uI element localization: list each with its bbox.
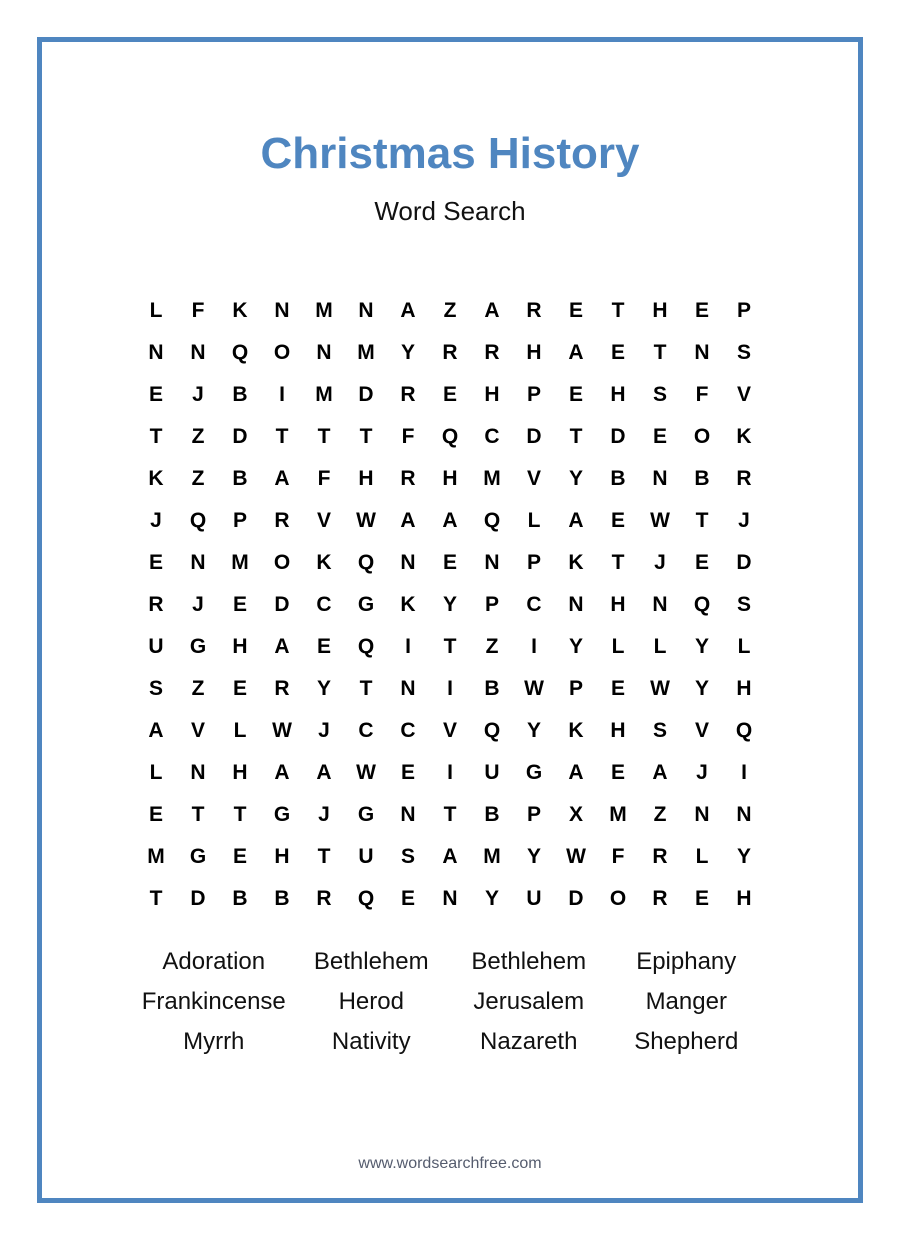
grid-cell[interactable]: O [693, 425, 711, 448]
grid-cell[interactable]: E [568, 299, 583, 322]
word-list-item: Shepherd [634, 1028, 739, 1055]
grid-cell[interactable]: L [695, 845, 709, 868]
grid-cell[interactable]: N [442, 887, 458, 910]
grid-cell[interactable]: D [736, 551, 752, 574]
grid-cell[interactable]: K [232, 299, 248, 322]
grid-cell[interactable]: K [568, 719, 584, 742]
grid-cell[interactable]: W [650, 509, 670, 532]
grid-cell[interactable]: R [316, 887, 332, 910]
grid-cell[interactable]: L [233, 719, 247, 742]
grid-cell[interactable]: S [400, 845, 415, 868]
grid-cell[interactable]: P [484, 593, 499, 616]
grid-cell[interactable]: N [736, 803, 752, 826]
grid-cell[interactable]: Q [441, 425, 459, 448]
grid-cell[interactable]: T [569, 425, 583, 448]
grid-cell[interactable]: T [275, 425, 289, 448]
grid-cell[interactable]: T [317, 845, 331, 868]
grid-cell[interactable]: F [695, 383, 709, 406]
grid-cell[interactable]: Q [357, 551, 375, 574]
grid-cell[interactable]: E [610, 509, 625, 532]
grid-cell[interactable]: R [526, 299, 542, 322]
grid-cell[interactable]: J [738, 509, 750, 532]
grid-cell[interactable]: T [359, 425, 373, 448]
grid-cell[interactable]: Q [483, 719, 501, 742]
grid-cell[interactable]: H [736, 677, 752, 700]
grid-cell[interactable]: H [610, 593, 626, 616]
grid-cell[interactable]: J [318, 719, 330, 742]
word-list-item: Manger [645, 988, 727, 1015]
grid-cell[interactable]: V [736, 383, 751, 406]
grid-cell[interactable]: E [610, 761, 625, 784]
grid-cell[interactable]: P [232, 509, 247, 532]
grid-cell[interactable]: M [483, 467, 501, 490]
footer-url[interactable]: www.wordsearchfree.com [358, 1155, 542, 1172]
grid-cell[interactable]: J [192, 383, 204, 406]
grid-cell[interactable]: T [695, 509, 709, 532]
grid-cell[interactable]: E [232, 677, 247, 700]
grid-cell[interactable]: E [400, 887, 415, 910]
grid-cell[interactable]: V [316, 509, 331, 532]
grid-cell[interactable]: P [736, 299, 751, 322]
grid-cell[interactable]: N [652, 467, 668, 490]
grid-cell[interactable]: A [274, 635, 290, 658]
grid-cell[interactable]: C [316, 593, 332, 616]
word-list-item: Herod [338, 988, 404, 1015]
grid-cell[interactable]: S [736, 593, 751, 616]
grid-cell[interactable]: C [358, 719, 374, 742]
grid-cell[interactable]: F [191, 299, 205, 322]
grid-cell[interactable]: M [609, 803, 627, 826]
grid-cell[interactable]: I [447, 761, 453, 784]
grid-cell[interactable]: E [442, 551, 457, 574]
grid-row [135, 332, 765, 374]
grid-cell[interactable]: W [524, 677, 544, 700]
grid-cell[interactable]: Z [653, 803, 667, 826]
grid-cell[interactable]: Y [736, 845, 751, 868]
grid-cell[interactable]: Q [189, 509, 207, 532]
grid-cell[interactable]: I [279, 383, 285, 406]
grid-cell[interactable]: K [316, 551, 332, 574]
grid-cell[interactable]: R [400, 383, 416, 406]
grid-cell[interactable]: N [400, 677, 416, 700]
grid-cell[interactable]: B [610, 467, 626, 490]
grid-cell[interactable]: H [610, 383, 626, 406]
grid-cell[interactable]: M [147, 845, 165, 868]
grid-row [135, 458, 765, 500]
grid-cell[interactable]: R [484, 341, 500, 364]
grid-cell[interactable]: R [736, 467, 752, 490]
grid-row [135, 668, 765, 710]
grid-cell[interactable]: Z [443, 299, 457, 322]
grid-row [135, 374, 765, 416]
grid-cell[interactable]: A [442, 509, 458, 532]
grid-cell[interactable]: N [190, 761, 206, 784]
grid-cell[interactable]: U [358, 845, 374, 868]
grid-cell[interactable]: H [274, 845, 290, 868]
grid-cell[interactable]: N [274, 299, 290, 322]
grid-cell[interactable]: L [611, 635, 625, 658]
grid-cell[interactable]: T [149, 425, 163, 448]
grid-cell[interactable]: A [400, 299, 416, 322]
grid-cell[interactable]: R [400, 467, 416, 490]
grid-cell[interactable]: Z [485, 635, 499, 658]
grid-cell[interactable]: T [653, 341, 667, 364]
grid-cell[interactable]: E [316, 635, 331, 658]
grid-cell[interactable]: Z [191, 425, 205, 448]
grid-cell[interactable]: E [148, 551, 163, 574]
word-list-item: Bethlehem [471, 948, 587, 975]
grid-cell[interactable]: J [150, 509, 162, 532]
grid-cell[interactable]: O [609, 887, 627, 910]
grid-cell[interactable]: J [192, 593, 204, 616]
word-list-item: Bethlehem [313, 948, 429, 975]
grid-cell[interactable]: Y [526, 719, 541, 742]
word-list-item: Myrrh [183, 1028, 245, 1055]
grid-cell[interactable]: F [611, 845, 625, 868]
grid-cell[interactable]: G [525, 761, 543, 784]
grid-cell[interactable]: N [190, 341, 206, 364]
grid-cell[interactable]: R [652, 845, 668, 868]
grid-cell[interactable]: C [526, 593, 542, 616]
grid-cell[interactable]: B [232, 467, 248, 490]
grid-cell[interactable]: R [274, 677, 290, 700]
grid-cell[interactable]: W [272, 719, 292, 742]
grid-cell[interactable]: N [484, 551, 500, 574]
grid-cell[interactable]: T [611, 551, 625, 574]
grid-cell[interactable]: G [189, 845, 207, 868]
grid-cell[interactable]: P [568, 677, 583, 700]
grid-cell[interactable]: H [232, 761, 248, 784]
grid-row [135, 752, 765, 794]
grid-row [135, 794, 765, 836]
letter-grid [135, 290, 765, 920]
grid-cell[interactable]: L [149, 299, 163, 322]
grid-cell[interactable]: G [189, 635, 207, 658]
grid-cell[interactable]: S [652, 719, 667, 742]
grid-cell[interactable]: H [610, 719, 626, 742]
grid-cell[interactable]: K [148, 467, 164, 490]
grid-cell[interactable]: F [401, 425, 415, 448]
grid-cell[interactable]: A [148, 719, 164, 742]
grid-cell[interactable]: N [568, 593, 584, 616]
grid-cell[interactable]: Q [231, 341, 249, 364]
grid-cell[interactable]: E [232, 845, 247, 868]
grid-cell[interactable]: G [357, 803, 375, 826]
grid-cell[interactable]: T [149, 887, 163, 910]
grid-cell[interactable]: H [442, 467, 458, 490]
grid-cell[interactable]: Q [357, 887, 375, 910]
word-list-item: Frankincense [141, 988, 286, 1015]
grid-cell[interactable]: E [694, 887, 709, 910]
grid-cell[interactable]: J [318, 803, 330, 826]
grid-cell[interactable]: V [694, 719, 709, 742]
grid-cell[interactable]: V [442, 719, 457, 742]
grid-cell[interactable]: Y [400, 341, 415, 364]
grid-row [135, 542, 765, 584]
grid-cell[interactable]: D [358, 383, 374, 406]
grid-cell[interactable]: T [233, 803, 247, 826]
grid-cell[interactable]: G [357, 593, 375, 616]
grid-cell[interactable]: W [650, 677, 670, 700]
grid-row [135, 626, 765, 668]
grid-cell[interactable]: A [568, 761, 584, 784]
grid-cell[interactable]: D [232, 425, 248, 448]
grid-cell[interactable]: Y [568, 467, 583, 490]
grid-cell[interactable]: H [652, 299, 668, 322]
grid-cell[interactable]: A [442, 845, 458, 868]
grid-cell[interactable]: E [652, 425, 667, 448]
grid-cell[interactable]: N [694, 803, 710, 826]
grid-cell[interactable]: K [568, 551, 584, 574]
grid-cell[interactable]: B [232, 383, 248, 406]
grid-cell[interactable]: H [526, 341, 542, 364]
grid-cell[interactable]: W [566, 845, 586, 868]
grid-cell[interactable]: H [736, 887, 752, 910]
grid-cell[interactable]: R [652, 887, 668, 910]
grid-cell[interactable]: Q [357, 635, 375, 658]
grid-cell[interactable]: O [273, 551, 291, 574]
grid-cell[interactable]: Q [693, 593, 711, 616]
grid-cell[interactable]: N [400, 803, 416, 826]
grid-cell[interactable]: M [231, 551, 249, 574]
grid-cell[interactable]: L [737, 635, 751, 658]
grid-cell[interactable]: N [190, 551, 206, 574]
grid-cell[interactable]: E [610, 341, 625, 364]
grid-cell[interactable]: F [317, 467, 331, 490]
grid-cell[interactable]: W [356, 509, 376, 532]
grid-row [135, 416, 765, 458]
grid-cell[interactable]: N [148, 341, 164, 364]
grid-cell[interactable]: I [741, 761, 747, 784]
grid-cell[interactable]: P [526, 383, 541, 406]
grid-cell[interactable]: Y [694, 677, 709, 700]
grid-cell[interactable]: Q [735, 719, 753, 742]
word-list [135, 942, 765, 1062]
grid-cell[interactable]: T [611, 299, 625, 322]
grid-cell[interactable]: D [274, 593, 290, 616]
grid-row [135, 710, 765, 752]
grid-cell[interactable]: A [568, 509, 584, 532]
grid-cell[interactable]: A [316, 761, 332, 784]
grid-cell[interactable]: W [356, 761, 376, 784]
grid-cell[interactable]: H [232, 635, 248, 658]
word-list-item: Nazareth [480, 1028, 578, 1055]
grid-cell[interactable]: P [526, 551, 541, 574]
grid-cell[interactable]: M [357, 341, 375, 364]
grid-row [135, 836, 765, 878]
word-list-item: Epiphany [636, 948, 737, 975]
grid-cell[interactable]: T [191, 803, 205, 826]
grid-cell[interactable]: O [273, 341, 291, 364]
grid-cell[interactable]: S [148, 677, 163, 700]
grid-cell[interactable]: E [610, 677, 625, 700]
grid-cell[interactable]: A [274, 467, 290, 490]
grid-cell[interactable]: Z [191, 467, 205, 490]
grid-cell[interactable]: Y [694, 635, 709, 658]
grid-cell[interactable]: A [568, 341, 584, 364]
grid-cell[interactable]: E [148, 803, 163, 826]
grid-cell[interactable]: A [274, 761, 290, 784]
grid-cell[interactable]: M [315, 383, 333, 406]
grid-row [135, 878, 765, 920]
grid-cell[interactable]: R [148, 593, 164, 616]
grid-cell[interactable]: Y [442, 593, 457, 616]
grid-cell[interactable]: D [568, 887, 584, 910]
grid-row [135, 584, 765, 626]
grid-cell[interactable]: J [654, 551, 666, 574]
grid-cell[interactable]: B [274, 887, 290, 910]
grid-cell[interactable]: D [610, 425, 626, 448]
word-list-item: Adoration [162, 948, 266, 975]
grid-cell[interactable]: R [442, 341, 458, 364]
grid-cell[interactable]: R [274, 509, 290, 532]
grid-cell[interactable]: T [317, 425, 331, 448]
grid-cell[interactable]: X [568, 803, 583, 826]
grid-cell[interactable]: J [696, 761, 708, 784]
grid-cell[interactable]: K [736, 425, 752, 448]
grid-cell[interactable]: P [526, 803, 541, 826]
grid-cell[interactable]: B [484, 803, 500, 826]
word-list-item: Jerusalem [473, 988, 585, 1015]
grid-cell[interactable]: U [484, 761, 500, 784]
grid-cell[interactable]: M [315, 299, 333, 322]
grid-cell[interactable]: E [232, 593, 247, 616]
grid-cell[interactable]: D [526, 425, 542, 448]
grid-cell[interactable]: B [484, 677, 500, 700]
grid-row [135, 290, 765, 332]
page-title: Christmas History [260, 129, 640, 178]
grid-cell[interactable]: A [652, 761, 668, 784]
grid-cell[interactable]: E [400, 761, 415, 784]
grid-cell[interactable]: C [484, 425, 500, 448]
grid-cell[interactable]: N [400, 551, 416, 574]
grid-cell[interactable]: Z [191, 677, 205, 700]
grid-cell[interactable]: Y [316, 677, 331, 700]
grid-cell[interactable]: L [149, 761, 163, 784]
grid-cell[interactable]: V [190, 719, 205, 742]
grid-cell[interactable]: Q [483, 509, 501, 532]
grid-cell[interactable]: K [400, 593, 416, 616]
grid-cell[interactable]: G [273, 803, 291, 826]
grid-cell[interactable]: E [694, 551, 709, 574]
grid-cell[interactable]: U [148, 635, 164, 658]
grid-cell[interactable]: B [694, 467, 710, 490]
grid-cell[interactable]: A [484, 299, 500, 322]
grid-cell[interactable]: T [359, 677, 373, 700]
grid-cell[interactable]: B [232, 887, 248, 910]
grid-cell[interactable]: U [526, 887, 542, 910]
grid-cell[interactable]: M [483, 845, 501, 868]
grid-cell[interactable]: T [443, 635, 457, 658]
grid-cell[interactable]: A [400, 509, 416, 532]
grid-cell[interactable]: N [358, 299, 374, 322]
grid-cell[interactable]: V [526, 467, 541, 490]
grid-cell[interactable]: Y [526, 845, 541, 868]
grid-cell[interactable]: H [358, 467, 374, 490]
grid-cell[interactable]: Y [568, 635, 583, 658]
grid-cell[interactable]: S [652, 383, 667, 406]
grid-cell[interactable]: L [527, 509, 541, 532]
grid-cell[interactable]: N [316, 341, 332, 364]
grid-cell[interactable]: N [694, 341, 710, 364]
grid-cell[interactable]: I [531, 635, 537, 658]
grid-cell[interactable]: L [653, 635, 667, 658]
grid-cell[interactable]: E [442, 383, 457, 406]
grid-cell[interactable]: E [568, 383, 583, 406]
grid-cell[interactable]: N [652, 593, 668, 616]
grid-cell[interactable]: C [400, 719, 416, 742]
grid-cell[interactable]: E [148, 383, 163, 406]
grid-cell[interactable]: S [736, 341, 751, 364]
page-subtitle: Word Search [374, 196, 526, 226]
word-list-item: Nativity [331, 1028, 411, 1055]
grid-cell[interactable]: D [190, 887, 206, 910]
grid-cell[interactable]: E [694, 299, 709, 322]
grid-cell[interactable]: Y [484, 887, 499, 910]
grid-cell[interactable]: H [484, 383, 500, 406]
grid-cell[interactable]: I [405, 635, 411, 658]
grid-cell[interactable]: T [443, 803, 457, 826]
grid-row [135, 500, 765, 542]
grid-cell[interactable]: I [447, 677, 453, 700]
